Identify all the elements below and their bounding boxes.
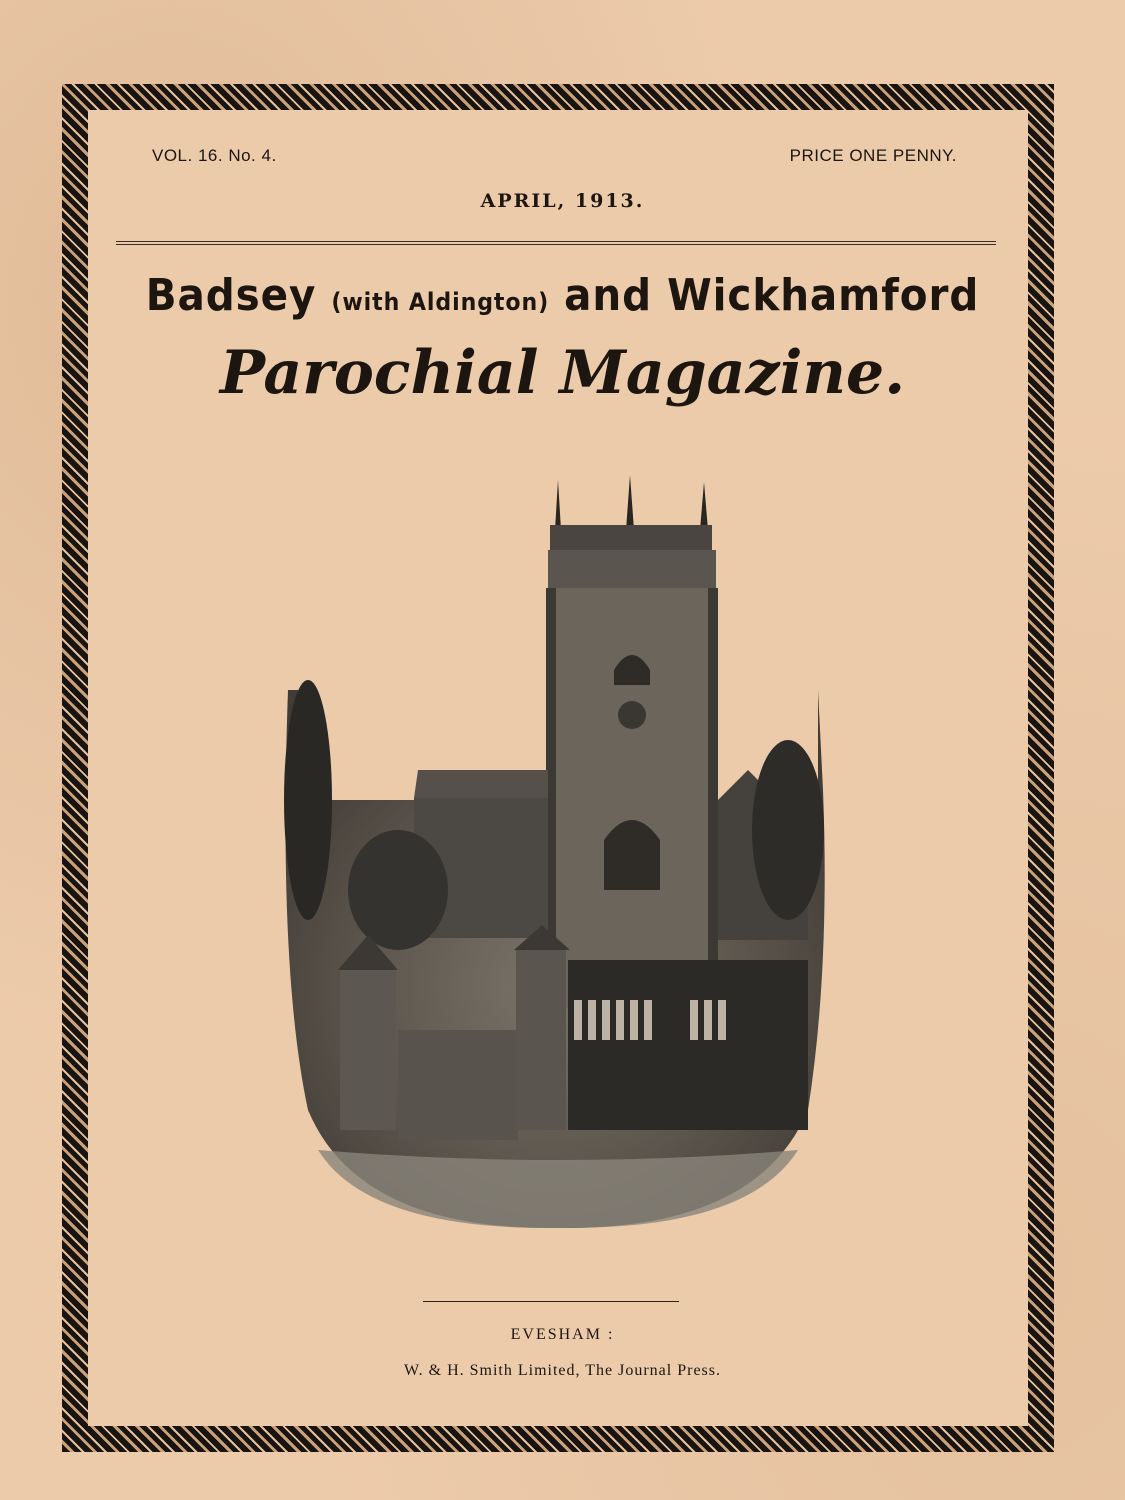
publisher-line: W. & H. Smith Limited, The Journal Press. xyxy=(404,1362,721,1379)
volume-number: VOL. 16. No. 4. xyxy=(152,146,277,165)
parish-title xyxy=(45,270,1080,321)
title-badsey: Badsey xyxy=(145,270,317,321)
title-aldington: (with Aldington) xyxy=(331,288,550,316)
publication-place: EVESHAM : xyxy=(510,1326,615,1343)
footer-rule xyxy=(423,1301,679,1302)
title-wickhamford: and Wickhamford xyxy=(564,270,980,321)
issue-date: APRIL, 1913. xyxy=(480,190,645,212)
header-rule xyxy=(116,241,996,245)
church-photograph xyxy=(278,470,830,1230)
church-tower xyxy=(546,475,718,1008)
price-label: PRICE ONE PENNY. xyxy=(789,146,957,165)
magazine-title: Parochial Magazine. xyxy=(219,338,906,408)
